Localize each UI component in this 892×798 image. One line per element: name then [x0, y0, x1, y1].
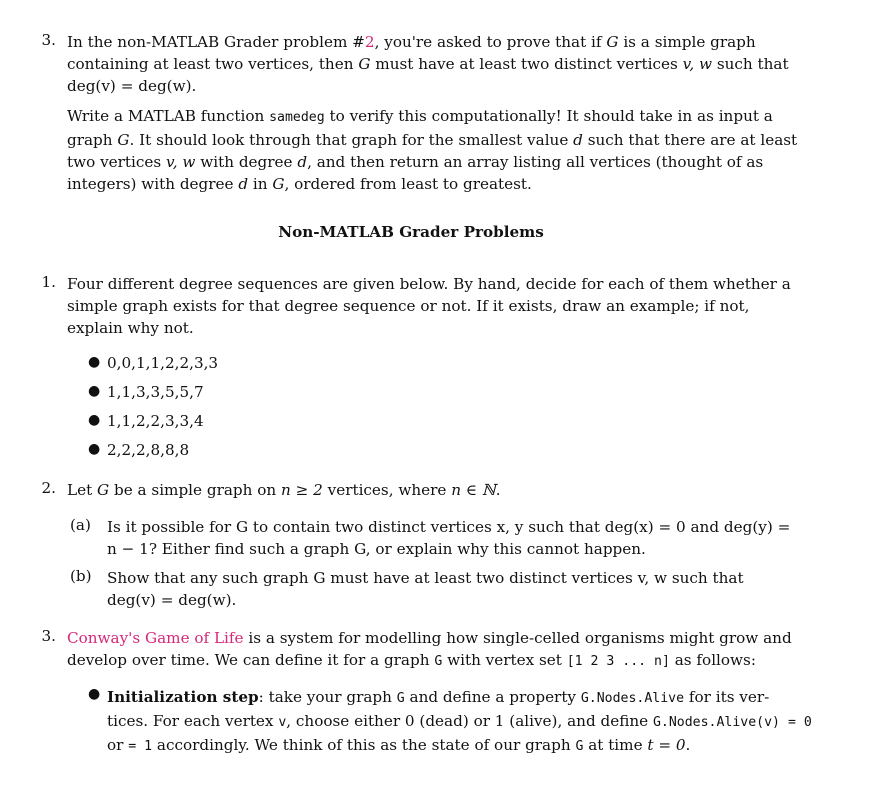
- problem-1-text: Four different degree sequences are given below. By hand, decide for each of them whether a simple graph exists for that degree sequence or not. If it exists, draw an example; if not, explain why not.: [67, 275, 791, 337]
- bullet-icon: ●: [88, 354, 101, 370]
- section-heading: Non-MATLAB Grader Problems: [278, 223, 544, 241]
- bullet-icon: ●: [88, 412, 101, 428]
- problem-number: 3.: [41, 31, 56, 49]
- problem-2-link[interactable]: 2: [364, 33, 375, 51]
- top-problem-paragraph-1: In the non-MATLAB Grader problem #2, you're asked to prove that if G is a simple graph containing at least two vertices, then G must have at least two distinct vertices v, w such that deg(v) = deg(w).: [67, 33, 789, 95]
- function-name-code: samedeg: [269, 110, 325, 125]
- problem-2-intro: Let G be a simple graph on n ≥ 2 vertices, where n ∈ ℕ.: [67, 481, 501, 499]
- game-of-life-link[interactable]: Conway's Game of Life: [67, 629, 244, 647]
- bullet-icon: ●: [88, 383, 101, 399]
- bullet-icon: ●: [88, 686, 101, 702]
- document-page: 3. In the non-MATLAB Grader problem #2, you're asked to prove that if G is a simple graph containing at least two vertices, then G must have at least two distinct vertices v, w such that deg(v) = deg(w). Write a MATLAB function samedeg to verify this computationally! It should take in as input a graph G. It should look through that graph for the smallest value d such that there are at least two vertices v, w with degree d, and then return an array listing all vertices (thought of as integers) with degree d in G, ordered from least to greatest. Non-MATLAB Grader Problems 1. Four different degree sequences are given below. By hand, decide for each of them whether a simple graph exists for that degree sequence or not. If it exists, draw an example; if not, explain why not. ● 0,0,1,1,2,2,3,3 ● 1,1,3,3,5,5,7 ● 1,1,2,2,3,3,4 ● 2,2,2,8,8,8 2. Let G be a simple graph on n ≥ 2 vertices, where n ∈ ℕ. (a) Is it possible for G to contain two distinct vertices x, y such that deg(x) = 0 and deg(y) = n − 1? Either find such a graph G, or explain why this cannot happen. (b) Show that any such graph G must have at least two distinct vertices v, w such that deg(v) = deg(w). 3. Conway's Game of Life is a system for modelling how single-celled organisms might grow and develop over time. We can define it for a graph G with vertex set [1 2 3 ... n] as follows: ● Initialization step: take your graph G and define a property G.Nodes.Alive for its ver- tices. For each vertex v, choose either 0 (dead) or 1 (alive), and define G.Nodes.Alive(v) = 0 or = 1 accordingly. We think of this as the state of our graph G at time t = 0.: [0, 0, 892, 798]
- vertex-set-code: [1 2 3 ... n]: [566, 654, 670, 669]
- bullet-icon: ●: [88, 441, 101, 457]
- top-problem-paragraph-2: Write a MATLAB function samedeg to verify this computationally! It should take in as input a graph G. It should look through that graph for the smallest value d such that there are at least two vertices v, w with degree d, and then return an array listing all vertices (thought of as integers) with degree d in G, ordered from least to greatest.: [67, 107, 798, 193]
